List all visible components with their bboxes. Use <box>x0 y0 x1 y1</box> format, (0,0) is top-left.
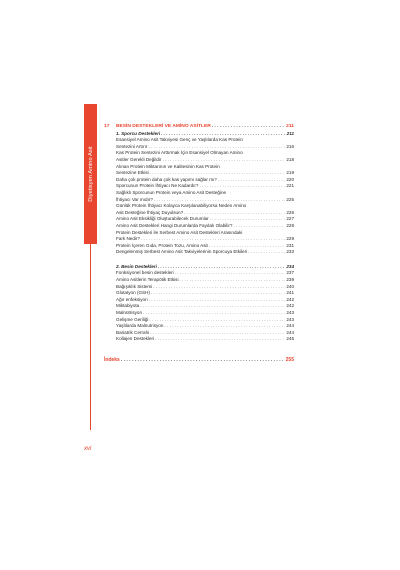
toc-entry-title: Malnütrisyon <box>116 310 143 316</box>
chapter-title: BESİN DESTEKLERİ VE AMİNO ASİTLER <box>116 124 211 129</box>
leader-dots <box>209 243 285 250</box>
toc-entry[interactable] <box>104 270 294 277</box>
toc-section-2[interactable] <box>104 264 294 271</box>
toc-entry[interactable] <box>104 290 294 297</box>
toc-entry[interactable] <box>104 210 294 217</box>
toc-entry-page: 221 <box>286 183 294 189</box>
toc-entry-page: 242 <box>286 303 294 309</box>
toc-entry-title: Daha çok protein daha çok kas yapımı sağlar mı? <box>116 176 217 182</box>
toc-entry-title: Miktabiyota <box>116 303 140 309</box>
toc-entry-page: 226 <box>286 209 294 215</box>
section-1-entries <box>104 137 294 256</box>
toc-entry[interactable] <box>104 243 294 250</box>
leader-dots <box>175 270 286 277</box>
toc-entry-line[interactable]: Günlük Protein İhtiyacı Kolayca Karşılanabiliyorsa Neden Amino <box>116 203 247 209</box>
section-1-page: 211 <box>286 130 294 136</box>
leader-dots <box>184 210 285 217</box>
toc-entry[interactable] <box>104 317 294 324</box>
toc-entry-title: Asitler Gerekli Değildir <box>116 156 162 162</box>
leader-dots <box>162 157 285 164</box>
toc-entry-line[interactable]: Protein Destekleri ile Serbest Amino Asit Destekleri Arasındaki <box>116 229 243 235</box>
toc-entry-page: 244 <box>286 323 294 329</box>
chapter-number: 17 <box>104 124 110 129</box>
toc-entry-page: 241 <box>286 290 294 296</box>
toc-entry[interactable] <box>104 157 294 164</box>
side-rule <box>90 244 91 430</box>
toc-entry[interactable] <box>104 249 294 256</box>
toc-entry[interactable] <box>104 297 294 304</box>
leader-dots <box>210 216 286 223</box>
leader-dots <box>155 336 285 343</box>
leader-dots <box>141 236 285 243</box>
leader-dots <box>153 284 285 291</box>
toc-entry-page: 233 <box>286 249 294 255</box>
toc-entry[interactable] <box>104 277 294 284</box>
toc-entry-title: İhtiyacı Var mıdır? <box>116 196 153 202</box>
leader-dots <box>151 290 285 297</box>
page-number: xvi <box>84 446 92 452</box>
leader-dots <box>158 264 285 271</box>
toc-entry-page: 244 <box>286 329 294 335</box>
index-title: İndeks <box>104 357 120 363</box>
toc-entry-title: Bağışıklık Sistemi <box>116 283 153 289</box>
toc-entry-page: 231 <box>286 242 294 248</box>
section-2-entries <box>104 270 294 343</box>
toc-chapter[interactable] <box>104 124 294 131</box>
leader-dots <box>150 170 286 177</box>
leader-dots <box>149 297 286 304</box>
toc-entry-page: 242 <box>286 296 294 302</box>
leader-dots <box>143 310 285 317</box>
toc-entry-title: Amino Asit Destekleri Hangi Durumlarda Faydalı Olabilir? <box>116 222 233 228</box>
toc-entry-title: Protein İçeren Gıda, Protein Tozu, Amino Asit <box>116 242 208 248</box>
table-of-contents <box>104 124 294 364</box>
toc-entry-title: Yaşlılarda Malnutrisyon <box>116 323 164 329</box>
toc-entry-page: 228 <box>286 222 294 228</box>
section-2-title: 2. Besin Destekleri <box>116 263 157 269</box>
toc-entry-title: Glutatyon (GSH) <box>116 290 150 296</box>
toc-entry-page: 225 <box>286 196 294 202</box>
toc-entry[interactable] <box>104 236 294 243</box>
section-2-page: 234 <box>286 263 294 269</box>
toc-entry-page: 220 <box>286 176 294 182</box>
toc-entry-line[interactable]: Kas Protein Sentezini Arttırmak İçin Esansiyel Olmayan Amino <box>116 150 243 156</box>
toc-entry-title: Sporcunun Protein İhtiyacı Ne Kadardır? <box>116 183 199 189</box>
leader-dots <box>150 330 285 337</box>
toc-entry-page: 240 <box>286 283 294 289</box>
chapter-page: 211 <box>286 124 294 129</box>
toc-entry-title: Amino Asitlerin Terapötik Etkisi <box>116 277 179 283</box>
leader-dots <box>121 357 285 364</box>
toc-entry-page: 239 <box>286 277 294 283</box>
toc-entry-title: Fonksiyonel besin destekleri <box>116 270 174 276</box>
leader-dots <box>149 317 285 324</box>
spacer <box>104 256 294 264</box>
toc-entry-page: 245 <box>286 336 294 342</box>
side-title <box>84 104 97 244</box>
toc-entry[interactable] <box>104 170 294 177</box>
toc-entry-title: Sentezine Etkisi <box>116 170 149 176</box>
toc-entry-title: Fark Nedir? <box>116 236 140 242</box>
toc-entry[interactable] <box>104 223 294 230</box>
toc-entry[interactable] <box>104 330 294 337</box>
toc-index[interactable] <box>104 357 294 364</box>
toc-entry-title: Asit Desteğine İhtiyaç Duyulsun? <box>116 209 184 215</box>
leader-dots <box>212 124 285 131</box>
leader-dots <box>179 277 285 284</box>
toc-entry[interactable] <box>104 323 294 330</box>
toc-entry-line[interactable]: Sağlıklı Sporcunun Protein veya Amino Asit Desteğine <box>116 189 227 195</box>
toc-entry-title: Sentezini Artırır <box>116 143 148 149</box>
leader-dots <box>218 177 285 184</box>
index-page: 255 <box>285 357 294 363</box>
toc-entry[interactable] <box>104 183 294 190</box>
toc-section-1[interactable] <box>104 131 294 138</box>
toc-entry-page: 218 <box>286 156 294 162</box>
leader-dots <box>164 323 285 330</box>
leader-dots <box>161 131 286 138</box>
section-1-title: 1. Sporcu Destekleri <box>116 130 161 136</box>
toc-entry-title: Amino Asit Eksikliği Oluşturabilecek Durumlar <box>116 216 209 222</box>
toc-entry-page: 243 <box>286 316 294 322</box>
leader-dots <box>199 183 285 190</box>
side-title-text: Diyetisyen Amino Asit <box>87 146 94 202</box>
toc-entry[interactable] <box>104 303 294 310</box>
toc-entry-title: Dengelenmiş Serbest Amino Asit Takviyelerinin Sporcuya Etkileri <box>116 249 248 255</box>
toc-entry-page: 243 <box>286 310 294 316</box>
toc-entry-title: Ağır enfeksiyon <box>116 296 148 302</box>
toc-entry-page: 237 <box>286 270 294 276</box>
toc-entry-line[interactable]: Alınan Protein Miktarının ve Kalitesinin Kas Protein <box>116 163 220 169</box>
toc-entry-title: Bariatrik Cerrahi <box>116 329 150 335</box>
toc-entry-line[interactable]: Esansiyel Amino Asit Takviyesi Genç ve Yaşlılarda Kas Protein <box>116 137 243 143</box>
toc-entry[interactable] <box>104 336 294 343</box>
toc-entry-page: 227 <box>286 216 294 222</box>
toc-entry-title: Kollajen Destekleri <box>116 336 155 342</box>
leader-dots <box>248 249 285 256</box>
toc-entry-title: Gelişme Geriliği <box>116 316 149 322</box>
toc-entry[interactable] <box>104 216 294 223</box>
toc-entry[interactable] <box>104 310 294 317</box>
toc-entry[interactable] <box>104 284 294 291</box>
leader-dots <box>233 223 285 230</box>
toc-entry-page: 216 <box>286 143 294 149</box>
leader-dots <box>140 303 285 310</box>
toc-entry-page: 219 <box>286 170 294 176</box>
toc-entry-page: 229 <box>286 236 294 242</box>
